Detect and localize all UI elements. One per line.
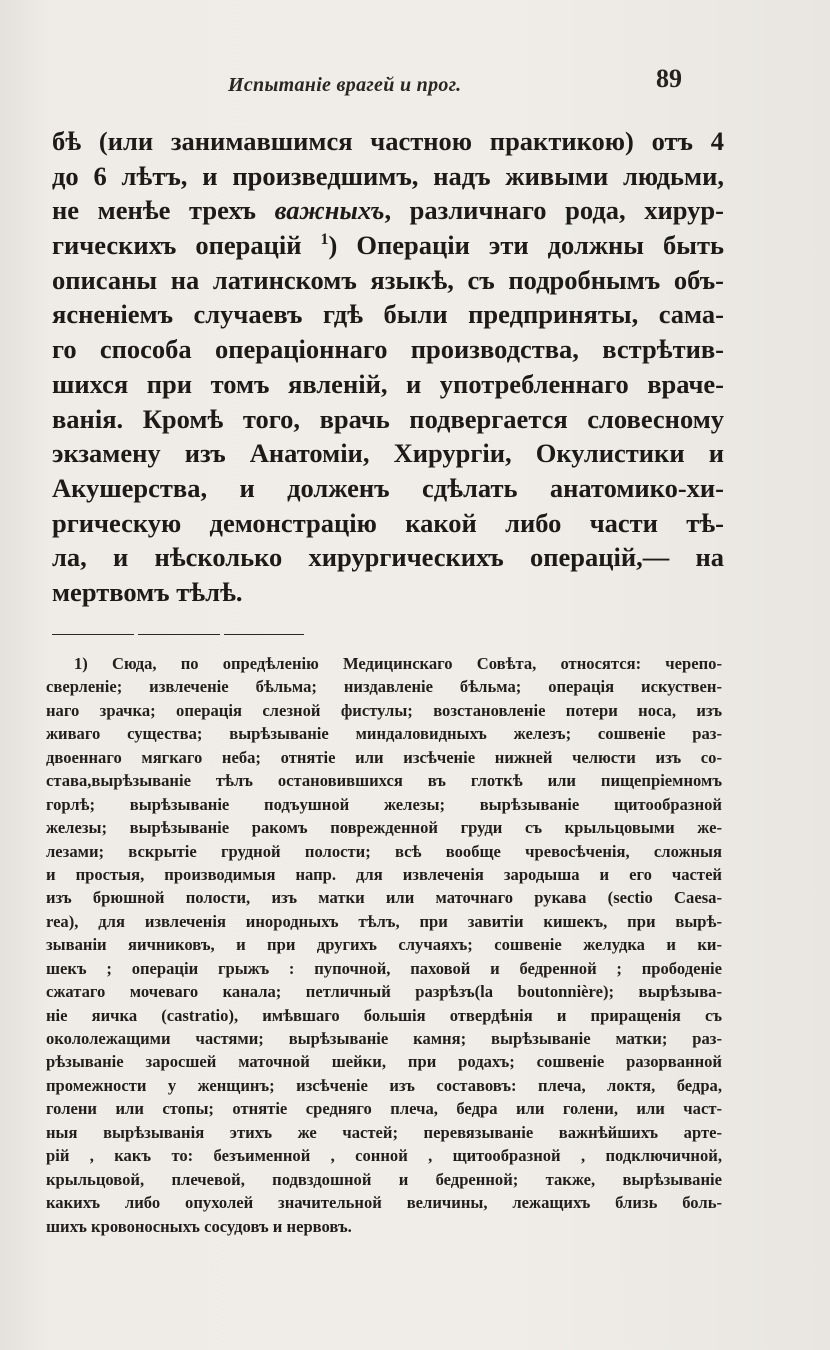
footnote-rule — [52, 634, 134, 635]
emphasized-word: важныхъ — [274, 195, 385, 226]
text-line — [52, 193, 724, 228]
footnote-line: горлѣ; вырѣзываніе подъушной железы; вырѣзываніе щитообразной — [46, 794, 722, 814]
text-fragment: ) Операціи эти должны быть — [328, 230, 724, 261]
footnote-line: сжатаго мочеваго канала; петличный разрѣзъ(la boutonnière); вырѣзыва- — [46, 982, 722, 1002]
text-line: описаны на латинскомъ языкѣ, съ подробнымъ объ- — [52, 264, 724, 295]
footnote-line: железы; вырѣзываніе ракомъ поврежденной груди съ крыльцовыми же- — [46, 818, 722, 838]
text-line: Акушерства, и долженъ сдѣлать анатомико-хи- — [52, 472, 724, 503]
footnote-line: лезами; вскрытіе грудной полости; всѣ вообще чревосѣченія, сложныя — [46, 841, 722, 861]
footnote-line: rea), для извлеченія инородныхъ тѣлъ, при завитіи кишекъ, при вырѣ- — [46, 911, 722, 931]
text-line: ргическую демонстрацію какой либо части тѣ- — [52, 507, 724, 538]
footnote-line: и простыя, производимыя напр. для извлеченія зародыша и его частей — [46, 864, 722, 884]
footnote-line: какихъ либо опухолей значительной величины, лежащихъ близь боль- — [46, 1193, 722, 1213]
footnote-rule — [224, 634, 304, 635]
text-line: до 6 лѣтъ, и произведшимъ, надъ живыми людьми, — [52, 160, 724, 191]
footnote-line: 1) Сюда, по опредѣленію Медицинскаго Совѣта, относятся: черепо- — [74, 654, 722, 673]
text-fragment: не менѣе трехъ — [52, 195, 257, 226]
footnote-line: шекъ ; операціи грыжъ : пупочной, паховой и бедренной ; прободеніе — [46, 958, 722, 978]
page-number: 89 — [656, 64, 682, 93]
footnote-line: двоеннаго мягкаго неба; отнятіе или изсѣченіе нижней челюсти изъ со- — [46, 747, 722, 767]
text-line: мертвомъ тѣлѣ. — [52, 576, 243, 607]
footnote-line: промежности у женщинъ; изсѣченіе изъ составовъ: плеча, локтя, бедра, — [46, 1075, 722, 1095]
text-line: ла, и нѣсколько хирургическихъ операцій,— на — [52, 542, 724, 573]
text-fragment: , различнаго рода, хирур- — [384, 195, 724, 226]
footnote-line: сверленіе; извлеченіе бѣльма; низдавленіе бѣльма; операція искуствен- — [46, 677, 722, 697]
main-text — [52, 124, 724, 610]
footnote-line: крыльцовой, плечевой, подвздошной и бедренной; также, вырѣзываніе — [46, 1169, 722, 1189]
text-line: шихся при томъ явленій, и употребленнаго враче- — [52, 368, 724, 399]
text-line — [52, 228, 724, 263]
footnote — [46, 652, 722, 1238]
footnote-line: наго зрачка; операція слезной фистулы; возстановленіе потери носа, изъ — [46, 700, 722, 720]
footnote-line: окололежащими частями; вырѣзываніе камня; вырѣзываніе матки; раз- — [46, 1029, 722, 1048]
footnote-line: ныя вырѣзыванія этихъ же частей; перевязываніе важнѣйшихъ арте- — [46, 1122, 722, 1142]
footnote-marker: 1 — [320, 231, 329, 249]
text-line: ясненіемъ случаевъ гдѣ были предприняты, сама- — [52, 299, 724, 330]
footnote-line: рій , какъ то: безъименной , сонной , щитообразной , подключичной, — [46, 1146, 722, 1166]
footnote-line: голени или стопы; отнятіе средняго плеча, бедра или голени, или част- — [46, 1099, 722, 1119]
text-line: экзамену изъ Анатоміи, Хирургіи, Окулистики и — [52, 438, 724, 469]
page-header — [0, 64, 830, 104]
footnote-rule — [138, 634, 220, 635]
text-line: бѣ (или занимавшимся частною практикою) отъ 4 — [52, 126, 724, 156]
text-line: ванія. Кромѣ того, врачь подвергается словесному — [52, 403, 724, 434]
footnote-line: шихъ кровоносныхъ сосудовъ и нервовъ. — [46, 1216, 352, 1236]
footnote-line: става,вырѣзываніе тѣлъ остановившихся въ глоткѣ или пищепріемномъ — [46, 771, 722, 791]
footnote-line: изъ брюшной полости, изъ матки или маточнаго рукава (sectio Caesa- — [46, 888, 722, 908]
footnote-line: рѣзываніе заросшей маточной шейки, при родахъ; сошвеніе разорванной — [46, 1052, 722, 1072]
text-fragment: гическихъ операцій — [52, 230, 302, 261]
running-title: Испытаніе врагей и прог. — [228, 74, 462, 96]
footnote-line: живаго существа; вырѣзываніе миндаловидныхъ железъ; сошвеніе раз- — [46, 724, 722, 744]
text-line: го способа операціоннаго производства, встрѣтив- — [52, 334, 724, 365]
footnote-line: ніе яичка (castratio), имѣвшаго большія отвердѣнія и приращенія съ — [46, 1005, 722, 1025]
footnote-line: зываніи яичниковъ, и при другихъ случаяхъ; сошвеніе желудка и ки- — [46, 935, 722, 955]
